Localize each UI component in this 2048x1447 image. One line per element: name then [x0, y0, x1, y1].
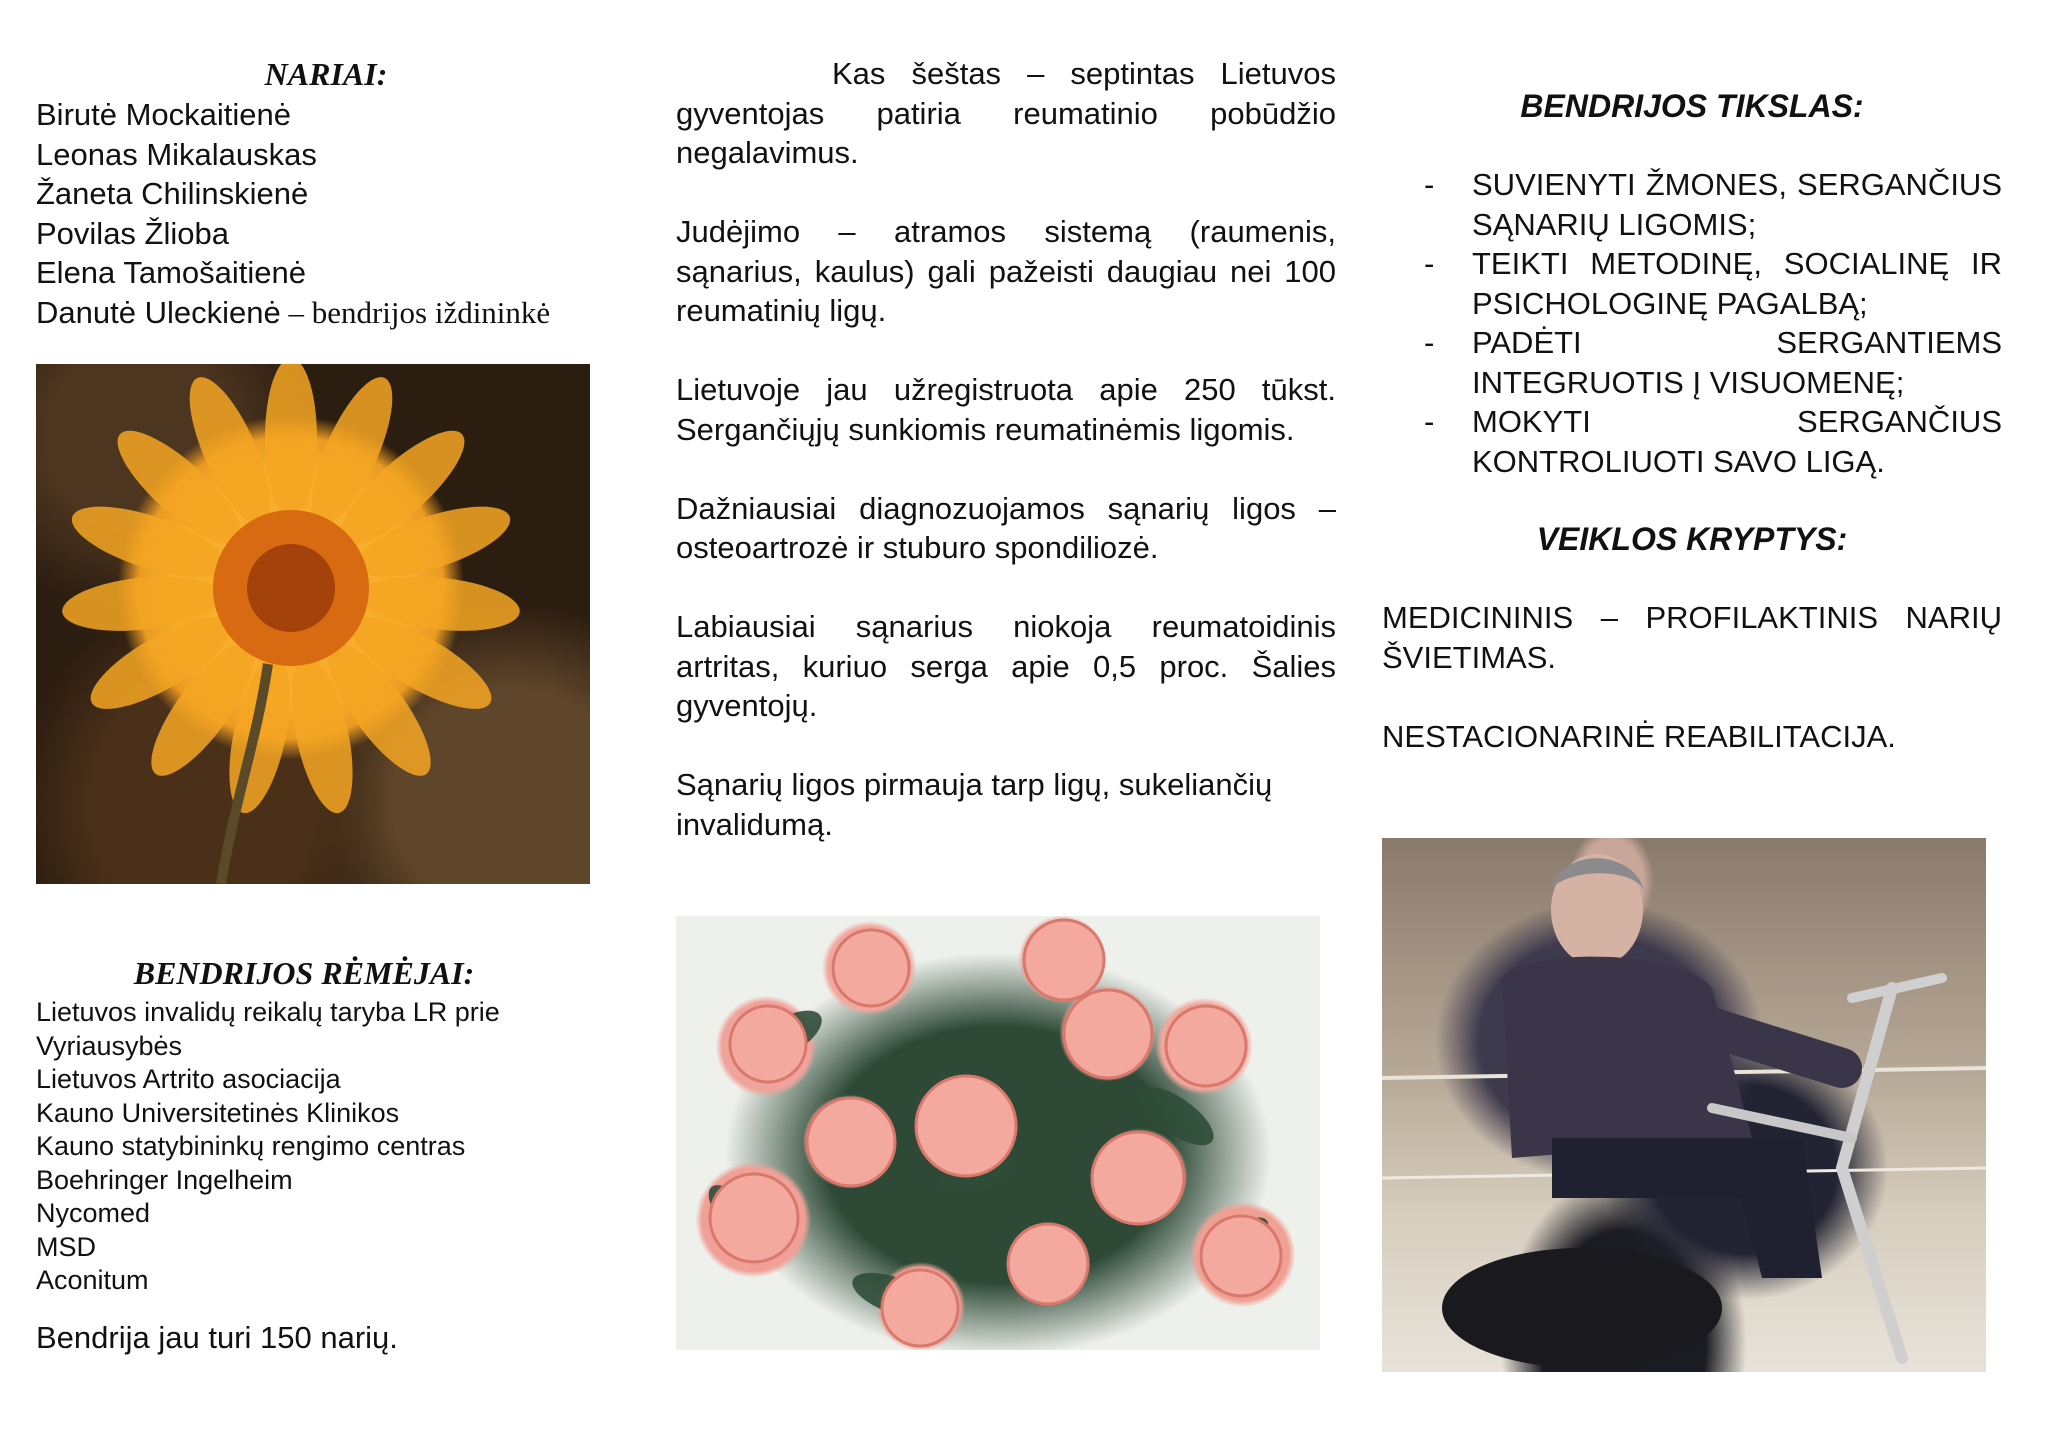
fact-paragraph: Sąnarių ligos pirmauja tarp ligų, sukeliančių invalidumą.: [676, 767, 1273, 842]
treasurer-role: – bendrijos iždininkė: [280, 294, 551, 330]
member-item: Leonas Mikalauskas: [36, 136, 317, 172]
member-item: Povilas Žlioba: [36, 215, 229, 251]
members-count: Bendrija jau turi 150 narių.: [36, 1319, 398, 1355]
sponsors-section: [36, 955, 616, 1356]
sunflower-photo: [36, 364, 590, 884]
dash-bullet: -: [1424, 404, 1435, 439]
activity-item: MEDICININIS – PROFILAKTINIS NARIŲ ŠVIETIMAS.: [1382, 600, 2002, 675]
fact-paragraph: Judėjimo – atramos sistemą (raumenis, sąnarius, kaulus) gali pažeisti daugiau nei 100 reumatinių ligų.: [676, 214, 1336, 328]
dash-bullet: -: [1424, 167, 1435, 202]
fact-paragraph: Labiausiai sąnarius niokoja reumatoidinis artritas, kuriuo serga apie 0,5 proc. Šalies gyventojų.: [676, 609, 1336, 723]
roses-photo: [676, 916, 1320, 1350]
goal-item: - TEIKTI METODINĘ, SOCIALINĘ IR PSICHOLOGINĘ PAGALBĄ;: [1424, 246, 2002, 321]
members-heading: NARIAI:: [264, 56, 388, 92]
member-item: Elena Tamošaitienė: [36, 255, 306, 290]
roses-detail: [676, 916, 1320, 1350]
middle-column: [676, 54, 1336, 844]
bike-detail: [1382, 838, 1986, 1372]
goal-item: - SUVIENYTI ŽMONES, SERGANČIUS SĄNARIŲ LIGOMIS;: [1424, 167, 2002, 242]
sponsors-list: [36, 996, 616, 1298]
left-column: [36, 0, 616, 332]
fact-paragraph: Dažniausiai diagnozuojamos sąnarių ligos – osteoartrozė ir stuburo spondiliozė.: [676, 490, 1336, 565]
dash-bullet: -: [1424, 246, 1435, 281]
sponsor-item: Kauno Universitetinės Klinikos: [36, 1097, 400, 1128]
members-list: [36, 95, 616, 332]
sponsors-heading: BENDRIJOS RĖMĖJAI:: [133, 955, 475, 991]
sponsor-item: Boehringer Ingelheim: [36, 1164, 293, 1195]
sunflower-petals: [36, 364, 590, 884]
goals-list: [1382, 165, 2002, 481]
sponsor-item: Aconitum: [36, 1265, 149, 1295]
fact-paragraph: Kas šeštas – septintas Lietuvos gyventojas patiria reumatinio pobūdžio negalavimus.: [676, 56, 1336, 170]
member-item-treasurer: [36, 293, 616, 333]
sponsor-item: Lietuvos Artrito asociacija: [36, 1064, 341, 1094]
fact-paragraph: Lietuvoje jau užregistruota apie 250 tūkst. Sergančiųjų sunkiomis reumatinėmis ligomis.: [676, 372, 1336, 447]
member-item: Birutė Mockaitienė: [36, 97, 292, 132]
goal-item: - MOKYTI SERGANČIUS KONTROLIUOTI SAVO LIGĄ.: [1424, 404, 2002, 479]
activity-item: NESTACIONARINĖ REABILITACIJA.: [1382, 718, 1896, 754]
goal-item: - PADĖTI SERGANTIEMS INTEGRUOTIS Į VISUOMENĘ;: [1424, 325, 2002, 400]
sponsor-item: MSD: [36, 1231, 96, 1262]
goals-heading: BENDRIJOS TIKSLAS:: [1520, 88, 1864, 124]
member-item: Žaneta Chilinskienė: [36, 176, 309, 211]
treasurer-name: Danutė Uleckienė: [36, 294, 281, 330]
exercise-bike-photo: [1382, 838, 1986, 1372]
sponsor-item: Nycomed: [36, 1198, 151, 1228]
dash-bullet: -: [1424, 325, 1435, 360]
sponsor-item: Lietuvos invalidų reikalų taryba LR prie Vyriausybės: [36, 997, 500, 1061]
activities-heading: VEIKLOS KRYPTYS:: [1536, 521, 1848, 557]
right-column: [1382, 88, 2002, 756]
sponsor-item: Kauno statybininkų rengimo centras: [36, 1131, 466, 1161]
